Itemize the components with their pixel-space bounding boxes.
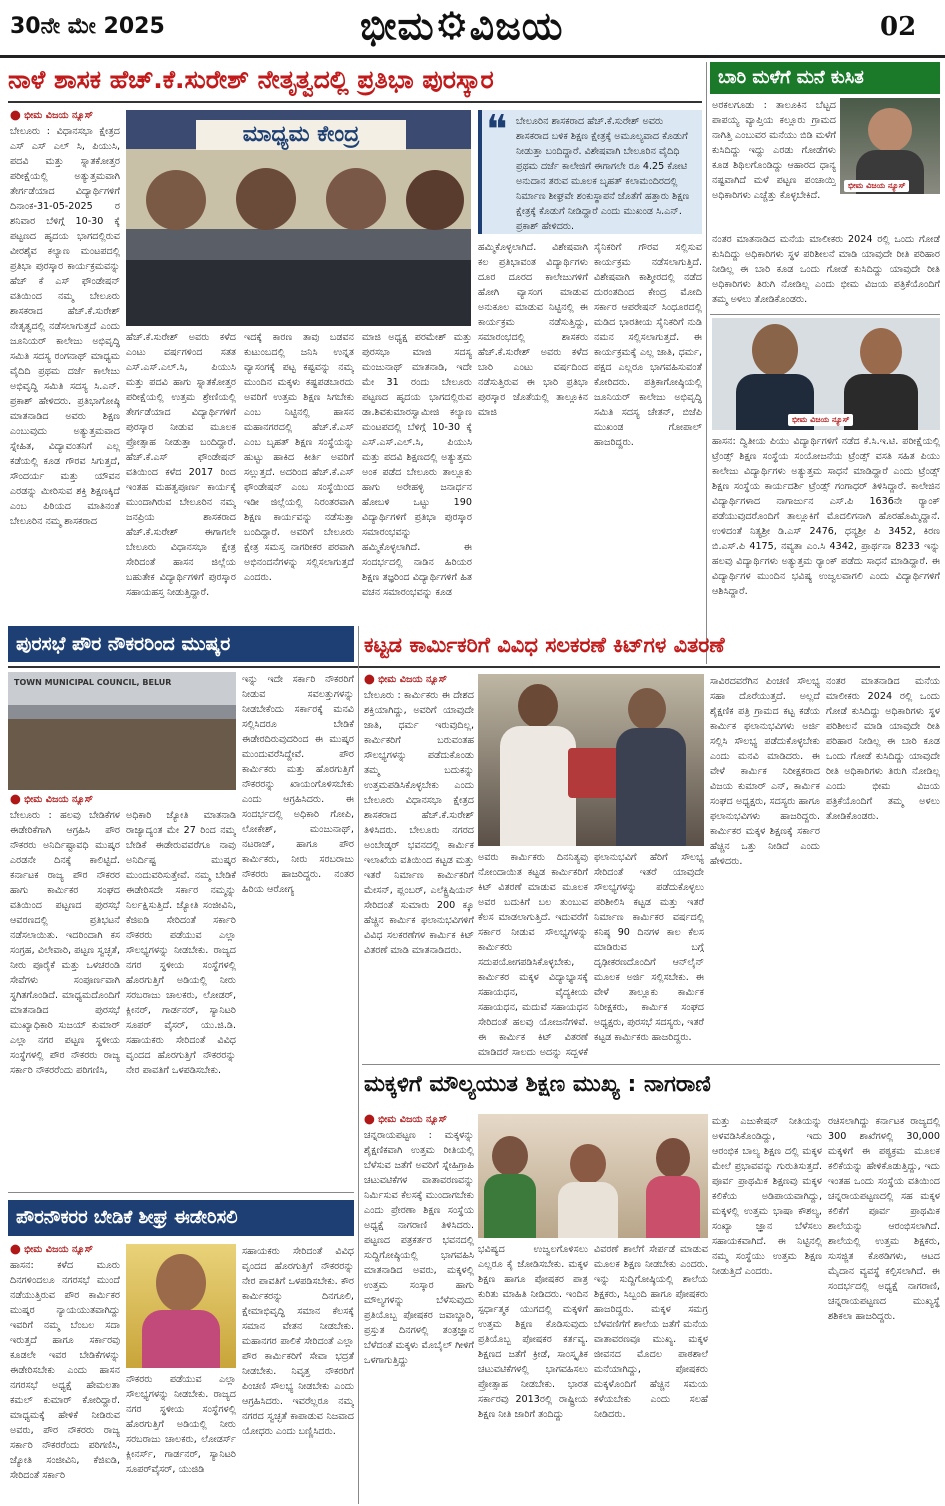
- page-number: 02: [880, 12, 917, 42]
- story2-body-bottom: ನಂತರ ಮಾತನಾಡಿದ ಮನೆಯ ಮಾಲೀಕರು 2024 ರಲ್ಲಿ ಒಂದು ಗೋಡೆ ಕುಸಿದಿದ್ದು ಅಧಿಕಾರಿಗಳು ಸ್ಥಳ ಪರಿಶೀಲನೆ ಮಾಡಿ ಯಾವುದೇ ರೀತಿ ಪರಿಹಾರ ನೀಡಿಲ್ಲ ಈ ಬಾರಿ ಕೂಡ ಒಂದು ಗೋಡೆ ಕುಸಿದಿದ್ದು ಯಾವುದೇ ರೀತಿ ಅಧಿಕಾರಿಗಳು ತಿರುಗಿ ನೋಡಿಲ್ಲ ಎಂದು ಭೀಮ ವಿಜಯ ಪತ್ರಿಕೆಯೊಂದಿಗೆ ತಮ್ಮ ಅಳಲು ತೋಡಿಕೊಂಡರು.: [712, 234, 940, 305]
- story5-col3: ಫಲಾನುಭವಿಗೆ ಹೆರಿಗೆ ಸೌಲಭ್ಯ ಸೇರಿದಂತೆ ಇತರೆ ಯಾವುದೇ ಸೌಲಭ್ಯಗಳನ್ನು ಪಡೆದುಕೊಳ್ಳಲು ಪರಿಶೀಲಿಸಿ ಕಟ್ಟಡ ಮತ್ತು ಇತರೆ ನಿರ್ಮಾಣ ಕಾರ್ಮಿಕರ ವರ್ಷದಲ್ಲಿ ಕನಿಷ್ಠ 90 ದಿನಗಳ ಕಾಲ ಕೆಲಸ ಮಾಡಿರುವ ಬಗ್ಗೆ ದೃಢೀಕರಣದೊಂದಿಗೆ ಆನ್‌ಲೈನ್ ಮೂಲಕ ಅರ್ಜಿ ಸಲ್ಲಿಸಬೇಕು. ಈ ವೇಳೆ ತಾಲ್ಲೂಕು ಕಾರ್ಮಿಕ ನಿರೀಕ್ಷಕರು, ಕಾರ್ಮಿಕ ಸಂಘದ ಅಧ್ಯಕ್ಷರು, ಪುರಸಭೆ ಸದಸ್ಯರು, ಇತರೆ ಕಟ್ಟಡ ಕಾರ್ಮಿಕರು ಹಾಜರಿದ್ದರು.: [594, 852, 704, 1043]
- story1-col3: ಇದಕ್ಕೆ ಕಾರಣ ತಾವು ಬಡವನ ಕುಟುಂಬದಲ್ಲಿ ಜನಿಸಿ ಉನ್ನತ ವ್ಯಾಸಂಗಕ್ಕೆ ಪಟ್ಟ ಕಷ್ಟವನ್ನು ನಮ್ಮ ಮುಂದಿನ ಮಕ್ಕಳು ಕಷ್ಟಪಡಬಾರದು ಅವರಿಗೆ ಉತ್ತಮ ಶಿಕ್ಷಣ ಸಿಗಬೇಕು ಎಂಬ ನಿಟ್ಟಿನಲ್ಲಿ ಹಾಸನ ಮಹಾನಗರದಲ್ಲಿ ಹೆಚ್.ಕೆ.ಎಸ್ ಎಂಬ ಬೃಹತ್ ಶಿಕ್ಷಣ ಸಂಸ್ಥೆಯನ್ನು ಹುಟ್ಟು ಹಾಕಿದ ಕೀರ್ತಿ ಅವರಿಗೆ ಸಲ್ಲುತ್ತದೆ. ಅದರಿಂದ ಹೆಚ್.ಕೆ.ಎಸ್ ಫೌಂಡೇಷನ್ ಎಂಬ ಸಂಸ್ಥೆಯಿಂದ ಇಡೀ ಜಿಲ್ಲೆಯಲ್ಲಿ ನಿರಂತರವಾಗಿ ಶಿಕ್ಷಣ ಕಾರ್ಯವನ್ನು ನಡೆಸುತ್ತಾ ಬಂದಿದ್ದಾರೆ. ಅವರಿಗೆ ಬೇಲೂರು ಕ್ಷೇತ್ರ ಸಮಸ್ತ ನಾಗರೀಕರ ಪರವಾಗಿ ಅಭಿನಂದನೆಗಳನ್ನು ಸಲ್ಲಿಸಲಾಗುತ್ತದೆ ಎಂದರು.: [244, 332, 354, 583]
- story7-col1: ಹಾಸನ: ಕಳೆದ ಮೂರು ದಿನಗಳಿಂದಲೂ ನಗರಸಭೆ ಮುಂದೆ ನಡೆಯುತ್ತಿರುವ ಪೌರ ಕಾರ್ಮಿಕರ ಮುಷ್ಕರ ನ್ಯಾಯಯುತವಾಗಿದ್ದು ಇವರಿಗೆ ನಮ್ಮ ಬೆಂಬಲ ಸದಾ ಇರುತ್ತದೆ ಹಾಗೂ ಸರ್ಕಾರವು ಕೂಡಲೇ ಇವರ ಬೇಡಿಕೆಗಳನ್ನು ಈಡೇರಿಸಬೇಕು ಎಂದು ಹಾಸನ ನಗರಸಭೆ ಅಧ್ಯಕ್ಷೆ ಹೇಮಲತಾ ಕಮಲ್ ಕುಮಾರ್ ಕೋರಿದ್ದಾರೆ. ಮಾಧ್ಯಮಕ್ಕೆ ಹೇಳಿಕೆ ನೀಡಿರುವ ಅವರು, ಪೌರ ನೌಕರರು ರಾಜ್ಯ ಸರ್ಕಾರಿ ನೌಕರರೆಂದು ಪರಿಗಣಿಸಿ, ಜ್ಯೋತಿ ಸಂಜೀವಿನಿ, ಕೆಜಿಐಡಿ, ಸೇರಿದಂತೆ ಸರ್ಕಾರಿ: [10, 1260, 120, 1481]
- person-body: [142, 1310, 220, 1368]
- photo-credit: ಭೀಮ ವಿಜಯ ನ್ಯೂಸ್: [788, 414, 853, 426]
- story2-body-top: ಅರಕಲಗೂಡು : ತಾಲೂಕಿನ ಬೆಟ್ಟದ ಪಾಪಯ್ಯ ವ್ಯಾಪ್ತಿಯ ಕಲ್ಲೂರು ಗ್ರಾಮದ ನಾಗಿತ್ತಿ ಎಂಬುವರ ಮನೆಯು ಬಿಡಿ ಮಳೆಗೆ ಕುಸಿದಿದ್ದು ಇದ್ದು ಎರಡು ಗೋಡೆಗಳು ಕೂಡ ಶಿಥಿಲಗೊಂಡಿದ್ದು ಆಹಾರದ ಧಾನ್ಯ ನಷ್ಟವಾಗಿದೆ ಮಳೆ ಪಟ್ಟಣ ಪಂಚಾಯ್ತಿ ಅಧಿಕಾರಿಗಳು ಎಚ್ಚೆತ್ತು ಕೊಳ್ಳಬೇಕಿದೆ.: [712, 100, 836, 201]
- photo-banner-media-centre: ಮಾಧ್ಯಮ ಕೇಂದ್ರ: [196, 120, 406, 150]
- person-body: [484, 1174, 536, 1238]
- story6-col1: ಚನ್ನರಾಯಪಟ್ಟಣ : ಮಕ್ಕಳನ್ನು ಶೈಕ್ಷಣಿಕವಾಗಿ ಉತ್ತಮ ರೀತಿಯಲ್ಲಿ ಬೆಳೆಸುವ ಜತೆಗೆ ಅವರಿಗೆ ಸ್ನೇಹಿಗ್ರಾಹಿ ಚಟುವಟಿಕೆಗಳ ವಾತಾವರಣವನ್ನು ನಿರ್ಮಿಸುವ ಕೆಲಸಕ್ಕೆ ಮುಂದಾಗಬೇಕು ಎಂದು ಪ್ರೇರಣಾ ಶಿಕ್ಷಣ ಸಂಸ್ಥೆಯ ಅಧ್ಯಕ್ಷೆ ನಾಗರಾಣಿ ತಿಳಿಸಿದರು. ಪಟ್ಟಣದ ಪತ್ರಕರ್ತರ ಭವನದಲ್ಲಿ ಸುದ್ದಿಗೋಷ್ಠಿಯಲ್ಲಿ ಭಾಗವಹಿಸಿ ಮಾತನಾಡಿದ ಅವರು, ಮಕ್ಕಳಲ್ಲಿ ಉತ್ತಮ ಸಂಸ್ಕಾರ ಹಾಗು ಮೌಲ್ಯಗಳನ್ನು ಬೆಳೆಸುವುದು ಪ್ರತಿಯೊಬ್ಬ ಪೋಷಕರ ಜವಾಬ್ದಾರಿ, ಪ್ರಸ್ತುತ ದಿನಗಳಲ್ಲಿ ತಂತ್ರಜ್ಞಾನ ಬೆಳೆದಂತೆ ಮಕ್ಕಳು ಮೊಬೈಲ್ ಗೀಳಿಗೆ ಒಳಗಾಗುತ್ತಿದ್ದು: [364, 1130, 474, 1366]
- column-divider: [706, 62, 707, 664]
- person-figure: [570, 1144, 606, 1184]
- story1-rule: [8, 101, 702, 103]
- person-figure: [236, 168, 296, 230]
- story7-headline: ಪೌರನೌಕರರ ಬೇಡಿಕೆ ಶೀಘ್ರ ಈಡೇರಿಸಲಿ: [8, 1200, 354, 1236]
- person-body: [616, 728, 686, 846]
- story-divider: [710, 314, 940, 315]
- story1-photo: [126, 110, 471, 326]
- story5-col4: ಸಾವಿರದವರೆಗಿನ ಪಿಂಚಣಿ ಸೌಲಭ್ಯ ಸಹಾ ದೊರೆಯುತ್ತದೆ. ಅಲ್ಲದೆ ಶೈಕ್ಷಣಿಕ ಪತ್ರಿ ಗ್ರಾಮದ ಕಟ್ಟ ಕಡೆಯ ಕಾರ್ಮಿಕ ಫಲಾನುಭವಿಗಳು ಅರ್ಜಿ ಸಲ್ಲಿಸಿ ಸೌಲಭ್ಯ ಪಡೆದುಕೊಳ್ಳಬೇಕು ಎಂದು ಮನವಿ ಮಾಡಿದರು. ಈ ವೇಳೆ ಕಾರ್ಮಿಕ ನಿರೀಕ್ಷಕರಾದ ವಿಜಯ ಕುಮಾರ್ ಎನ್, ಕಾರ್ಮಿಕ ಸಂಘದ ಅಧ್ಯಕ್ಷರು, ಸದಸ್ಯರು ಹಾಗೂ ಫಲಾನುಭವಿಗಳು ಹಾಜರಿದ್ದರು. ಕಾರ್ಮಿಕರ ಮಕ್ಕಳ ಶಿಕ್ಷಣಕ್ಕೆ ಸರ್ಕಾರ ಹೆಚ್ಚಿನ ಒತ್ತು ನೀಡಿದೆ ಎಂದು ಹೇಳಿದರು.: [710, 676, 820, 867]
- story4-byline: ⬤ ಭೀಮ ವಿಜಯ ನ್ಯೂಸ್: [10, 794, 93, 805]
- story-divider: [362, 1064, 940, 1065]
- story1-col2: ಹೆಚ್.ಕೆ.ಸುರೇಶ್ ಅವರು ಕಳೆದ ಎಂಟು ವರ್ಷಗಳಿಂದ ಸತತ ಎಸ್.ಎಸ್.ಎಲ್.ಸಿ, ಪಿಯುಸಿ ಮತ್ತು ಪದವಿ ಹಾಗು ಸ್ನಾತಕೋತ್ತರ ಪರೀಕ್ಷೆಯಲ್ಲಿ ಉತ್ತಮ ಶ್ರೇಣಿಯಲ್ಲಿ ತೇರ್ಗಡೆಯಾದ ವಿದ್ಯಾರ್ಥಿಗಳಿಗೆ ಪುರಸ್ಕಾರ ನೀಡುವ ಮೂಲಕ ಪ್ರೋತ್ಸಾಹ ನೀಡುತ್ತಾ ಬಂದಿದ್ದಾರೆ. ಹೆಚ್.ಕೆ.ಎಸ್ ಫೌಂಡೇಷನ್ ವತಿಯಿಂದ ಕಳೆದ 2017 ರಿಂದ ಇಂತಹ ಮಹತ್ವಪೂರ್ಣ ಕಾರ್ಯಕ್ಕೆ ಮುಂದಾಗಿರುವ ಬೇಲೂರಿನ ನಮ್ಮ ಜನಪ್ರಿಯ ಶಾಸಕರಾದ ಹೆಚ್.ಕೆ.ಸುರೇಶ್ ಈಗಾಗಲೇ ಬೇಲೂರು ವಿಧಾನಸಭಾ ಕ್ಷೇತ್ರ ಸೇರಿದಂತೆ ಹಾಸನ ಜಿಲ್ಲೆಯ ಬಹುತೇಕ ವಿದ್ಯಾರ್ಥಿಗಳಿಗೆ ಪುರಸ್ಕಾರ ಸಹಾಯಹಸ್ತ ನೀಡುತ್ತಿದ್ದಾರೆ.: [126, 332, 236, 598]
- story1-col1: ಬೇಲೂರು : ವಿಧಾನಸಭಾ ಕ್ಷೇತ್ರದ ಎಸ್ ಎಸ್ ಎಲ್ ಸಿ, ಪಿಯುಸಿ, ಪದವಿ ಮತ್ತು ಸ್ನಾತಕೋತ್ತರ ಪರೀಕ್ಷೆಯಲ್ಲಿ ಅತ್ಯುತ್ತಮವಾಗಿ ತೇರ್ಗಡೆಯಾದ ವಿದ್ಯಾರ್ಥಿಗಳಿಗೆ ದಿನಾಂಕ-31-05-2025 ರ ಶನಿವಾರ ಬೆಳಿಗ್ಗೆ 10-30 ಕ್ಕೆ ಪಟ್ಟಣದ ಹೃದಯ ಭಾಗದಲ್ಲಿರುವ ವೀರಶೈವ ಕಲ್ಯಾಣ ಮಂಟಪದಲ್ಲಿ ಪ್ರತಿಭಾ ಪುರಸ್ಕಾರ ಕಾರ್ಯಕ್ರಮವನ್ನು ಹೆಚ್ ಕೆ ಎಸ್ ಫೌಂಡೇಷನ್ ವತಿಯಿಂದ ನಮ್ಮ ಬೇಲೂರು ಶಾಸಕರಾದ ಹೆಚ್.ಕೆ.ಸುರೇಶ್ ನೇತೃತ್ವದಲ್ಲಿ ನಡೆಸಲಾಗುತ್ತದೆ ಎಂದು ಜೂನಿಯರ್ ಕಾಲೇಜು ಅಭಿವೃದ್ಧಿ ಸಮಿತಿ ಸದಸ್ಯ ರಂಗನಾಥ್ ಮಾಧ್ಯಮ ವೈದಿದಿ ಪ್ರಥಮ ದರ್ಜೆ ಕಾಲೇಜು ಅಭಿವೃದ್ಧಿ ಸಮಿತಿ ಸದಸ್ಯ ಸಿ.ಎನ್. ಪ್ರಕಾಶ್ ಹೇಳಿದರು. ಪ್ರತಿಭಾಗೋಷ್ಠಿ ಮಾತನಾಡಿದ ಅವರು ಶಿಕ್ಷಣ ಎಂಬುವುದು ಅತ್ಯುತ್ತಮವಾದ ಸ್ನೇಹಿತ, ವಿದ್ಯಾವಂತನಿಗೆ ಎಲ್ಲ ಕಡೆಯಲ್ಲಿ ಕೂಡ ಗೌರವ ಸಿಗುತ್ತದೆ, ಸೌಂದರ್ಯ ಮತ್ತು ಯೌವನ ಎರಡನ್ನು ಮೀರಿಸುವ ಶಕ್ತಿ ಶಿಕ್ಷಣಕ್ಕಿದೆ ಎಂಬ ಪಿಠಿಯದ ಮಾತಿನಂತೆ ಬೇಲೂರಿನ ನಮ್ಮ ಶಾಸಕರಾದ: [10, 126, 120, 527]
- municipal-sign: TOWN MUNICIPAL COUNCIL, BELUR: [14, 678, 172, 687]
- section-rule: [8, 666, 940, 668]
- quote-mark-icon: ❝: [486, 110, 508, 153]
- story2-photo: [840, 98, 940, 194]
- story4-headline: ಪುರಸಭೆ ಪೌರ ನೌಕರರಿಂದ ಮುಷ್ಕರ: [8, 626, 354, 662]
- story4-col1: ಬೇಲೂರು : ಹಲವು ಬೇಡಿಕೆಗಳ ಈಡೇರಿಕೆಗಾಗಿ ಆಗ್ರಹಿಸಿ ಪೌರ ನೌಕರರು ಅನಿರ್ದಿಷ್ಟಾವಧಿ ಮುಷ್ಕರ ಎರಡನೇ ದಿನಕ್ಕೆ ಕಾಲಿಟ್ಟಿದೆ. ಕರ್ನಾಟಕ ರಾಜ್ಯ ಪೌರ ನೌಕರರ ಹಾಗು ಕಾರ್ಮಿಕರ ಸಂಘದ ವತಿಯಿಂದ ಪಟ್ಟಣದ ಪುರಸಭೆ ಆವರಣದಲ್ಲಿ ಪ್ರತಿಭಟನೆ ನಡೆಸಲಾಯಿತು. ಇದರಿಂದಾಗಿ ಕಸ ಸಂಗ್ರಹ, ವಿಲೇವಾರಿ, ಪಟ್ಟಣ ಸ್ವಚ್ಛತೆ, ನೀರು ಪೂರೈಕೆ ಮತ್ತು ಒಳಚರಂಡಿ ಸೇವೆಗಳು ಸಂಪೂರ್ಣವಾಗಿ ಸ್ಥಗಿತಗೊಂಡಿದೆ. ಮಾಧ್ಯಮದೊಂದಿಗೆ ಮಾತನಾಡಿದ ಪುರಸಭೆ ಮುಖ್ಯಾಧಿಕಾರಿ ಸುಜಯ್ ಕುಮಾರ್ ಎಲ್ಲಾ ನಗರ ಪಟ್ಟಣ ಸ್ಥಳೀಯ ಸಂಸ್ಥೆಗಳಲ್ಲಿ ಪೌರ ನೌಕರರು ರಾಜ್ಯ ಸರ್ಕಾರಿ ನೌಕರರೆಂದು ಪರಿಗಣಿಸಿ,: [10, 810, 120, 1076]
- story4-col2: ಅಧಿಕಾರಿ ಜ್ಯೋತಿ ಮಾತನಾಡಿ ರಾಜ್ಯಾದ್ಯಂತ ಮೇ 27 ರಿಂದ ನಮ್ಮ ಬೇಡಿಕೆ ಈಡೇರುವವರೆಗೂ ನಾವು ಅನಿರ್ದಿಷ್ಟ ಮುಷ್ಕರ ಮುಂದುವರಿಸುತ್ತೇವೆ. ನಮ್ಮ ಬೇಡಿಕೆ ಈಡೇರಿಸದೇ ಸರ್ಕಾರ ನಮ್ಮನ್ನು ನಿರ್ಲಕ್ಷಿಸುತ್ತಿದೆ. ಜ್ಯೋತಿ ಸಂಜೀವಿನಿ, ಕೆಜಿಐಡಿ ಸೇರಿದಂತೆ ಸರ್ಕಾರಿ ನೌಕರರು ಪಡೆಯುವ ಎಲ್ಲಾ ಸೌಲಭ್ಯಗಳನ್ನು ನೀಡಬೇಕು. ರಾಜ್ಯದ ನಗರ ಸ್ಥಳೀಯ ಸಂಸ್ಥೆಗಳಲ್ಲಿ ಹೊರಗುತ್ತಿಗೆ ಅಡಿಯಲ್ಲಿ ನೀರು ಸರಬರಾಜು ಚಾಲಕರು, ಲೋಡರ್, ಕ್ಲೀನರ್, ಗಾರ್ಡನರ್, ಸ್ಯಾನಿಟರಿ ಸೂಪರ್ ವೈಸರ್, ಯು.ಜಿ.ಡಿ. ಸಹಾಯಕರು ಸೇರಿದಂತೆ ವಿವಿಧ ವೃಂದದ ಹೊರಗುತ್ತಿಗೆ ನೌಕರರನ್ನು ನೇರ ಪಾವತಿಗೆ ಒಳಪಡಿಸಬೇಕು.: [126, 810, 236, 1076]
- story5-headline: ಕಟ್ಟಡ ಕಾರ್ಮಿಕರಿಗೆ ವಿವಿಧ ಸಲಕರಣೆ ಕಿಟ್‌ಗಳ ವಿತರಣೆ: [364, 633, 725, 657]
- person-figure: [406, 170, 464, 230]
- story7-photo: [126, 1244, 236, 1368]
- column-divider: [358, 626, 359, 1504]
- story6-col2: ಭವಿಷ್ಯದ ಉಜ್ವಲಗೊಳಿಸಲು ಎಲ್ಲರೂ ಕೈ ಜೋಡಿಸಬೇಕು. ಮಕ್ಕಳ ಶಿಕ್ಷಣ ಹಾಗೂ ಪೋಷಕರ ಪಾತ್ರ ಕುರಿತು ಮಾಹಿತಿ ನೀಡಿದರು. ಇಂದಿನ ಸ್ಪರ್ಧಾತ್ಮಕ ಯುಗದಲ್ಲಿ ಮಕ್ಕಳಿಗೆ ಉತ್ತಮ ಶಿಕ್ಷಣ ಕೊಡಿಸುವುದು ಪ್ರತಿಯೊಬ್ಬ ಪೋಷಕರ ಕರ್ತವ್ಯ. ಶಿಕ್ಷಣದ ಜತೆಗೆ ಕ್ರೀಡೆ, ಸಾಂಸ್ಕೃತಿಕ ಚಟುವಟಿಕೆಗಳಲ್ಲಿ ಭಾಗವಹಿಸಲು ಪ್ರೋತ್ಸಾಹ ನೀಡಬೇಕು. ಭಾರತ ಸರ್ಕಾರವು 2013ರಲ್ಲಿ ರಾಷ್ಟ್ರೀಯ ಶಿಕ್ಷಣ ನೀತಿ ಜಾರಿಗೆ ತಂದಿದ್ದು: [478, 1244, 588, 1420]
- story3-body: ಹಾಸನ: ದ್ವಿತೀಯ ಪಿಯು ವಿದ್ಯಾರ್ಥಿಗಳಿಗೆ ನಡೆದ ಕೆ.ಸಿ.ಇ.ಟಿ. ಪರೀಕ್ಷೆಯಲ್ಲಿ ಟ್ರೆಂಡ್ಸ್ ಶಿಕ್ಷಣ ಸಂಸ್ಥೆಯ ಸಂಯೋಜನೆಯ ಟ್ರೆಂಡ್ಸ್ ವಸತಿ ಸಹಿತ ಪಿಯು ಕಾಲೇಜು ವಿದ್ಯಾರ್ಥಿಗಳು ಅತ್ಯುತ್ತಮ ಸಾಧನೆ ಮಾಡಿದ್ದಾರೆ ಎಂದು ಟ್ರೆಂಡ್ಸ್ ಶಿಕ್ಷಣ ಸಂಸ್ಥೆಯ ಕಾರ್ಯದರ್ಶಿ ಟ್ರೆಂಡ್ಸ್ ಗಂಗಾಧರ್ ತಿಳಿಸಿದ್ದಾರೆ. ಕಾಲೇಜಿನ ವಿದ್ಯಾರ್ಥಿಗಳಾದ ನಾಗಾರ್ಜುನ ಎಸ್.ಪಿ 1636ನೇ ರ್‍ಯಾಂಕ್ ಪಡೆಯುವುದರೊಂದಿಗೆ ತಾಲ್ಲೂಕಿಗೆ ಮೊದಲಿಗನಾಗಿ ಹೊರಹೊಮ್ಮಿದ್ದಾನೆ. ಉಳಿದಂತೆ ನಿತ್ಯಶ್ರೀ ಡಿ.ಎಸ್ 2476, ಧನ್ಯಶ್ರೀ ಪಿ 3452, ಕಿರಣ ಬಿ.ಎಸ್.ಪಿ 4175, ನವ್ಯತಾ ಎಂ.ಸಿ 4342, ಪ್ರಾರ್ಥನಾ 8233 ಇನ್ನು ಹಲವು ವಿದ್ಯಾರ್ಥಿಗಳು ಅತ್ಯುತ್ತಮ ರ್‍ಯಾಂಕ್ ಪಡೆದು ಸಾಧನೆ ಮಾಡಿದ್ದಾರೆ. ಈ ವಿದ್ಯಾರ್ಥಿಗಳ ಮುಂದಿನ ಭವಿಷ್ಯ ಉಜ್ವಲವಾಗಲಿ ಎಂದು ವಿದ್ಯಾರ್ಥಿಗಳಿಗೆ ಆಶಿಸಿದ್ದಾರೆ.: [712, 436, 940, 597]
- student-figure: [860, 328, 902, 376]
- story5-photo: [478, 674, 704, 846]
- person-body: [500, 726, 576, 846]
- story3-photo: [712, 318, 940, 430]
- person-body: [646, 1176, 700, 1238]
- story1-col5: ಹಮ್ಮಿಕೊಳ್ಳಲಾಗಿದೆ. ವಿಶೇಷವಾಗಿ ಕಲ ಪ್ರತಿಭಾವಂತ ವಿದ್ಯಾರ್ಥಿಗಳು ದೂರ ದೂರದ ಕಾಲೇಜುಗಳಿಗೆ ಹೋಗಿ ವ್ಯಾಸಂಗ ಮಾಡುವ ಅನುಕೂಲ ಮಾಡುವ ನಿಟ್ಟಿನಲ್ಲಿ ಈ ಕಾರ್ಯಕ್ರಮ ನಡೆಸುತ್ತಿದ್ದು, ಸಮಾರಂಭದಲ್ಲಿ ಶಾಸಕರು ಹೆಚ್.ಕೆ.ಸುರೇಶ್ ಅವರು ಕಳೆದ ಬಾರಿ ಎಂಟು ವರ್ಷದಿಂದ ನಡೆಸುತ್ತಿರುವ ಈ ಭಾರಿ ಪ್ರತಿಭಾ ಪುರಸ್ಕಾರ ಜೊತೆಯಲ್ಲಿ ತಾಲ್ಲೂಕಿನ ಮಾಜಿ: [478, 242, 588, 418]
- story7-col2: ನೌಕರರು ಪಡೆಯುವ ಎಲ್ಲಾ ಸೌಲಭ್ಯಗಳನ್ನು ನೀಡಬೇಕು. ರಾಜ್ಯದ ನಗರ ಸ್ಥಳೀಯ ಸಂಸ್ಥೆಗಳಲ್ಲಿ ಹೊರಗುತ್ತಿಗೆ ಅಡಿಯಲ್ಲಿ ನೀರು ಸರಬರಾಜು ಚಾಲಕರು, ಲೋಡರ್ಸ್ ಕ್ಲೀನರ್ಸ್, ಗಾರ್ಡನರ್, ಸ್ಯಾನಿಟರಿ ಸೂಪರ್‌ವೈಸರ್, ಯುಜಿಡಿ: [126, 1374, 236, 1475]
- story7-col3: ಸಹಾಯಕರು ಸೇರಿದಂತೆ ವಿವಿಧ ವೃಂದದ ಹೊರಗುತ್ತಿಗೆ ನೌಕರರನ್ನು ನೇರ ಪಾವತಿಗೆ ಒಳಪಡಿಸಬೇಕು. ಕೌರ ಕಾರ್ಮಿಕರನ್ನು ದಿನಗೂಲಿ, ಕ್ಷೇಮಾಭಿವೃದ್ಧಿ ಸಮಾನ ಕೆಲಸಕ್ಕೆ ಸಮಾನ ವೇತನ ನೀಡಬೇಕು. ಮಹಾನಗರ ಪಾಲಿಕೆ ಸೇರಿದಂತೆ ಎಲ್ಲಾ ಪೌರ ಕಾರ್ಮಿಕರಿಗೆ ಸೇವಾ ಭದ್ರತೆ ನೀಡಬೇಕು. ನಿವೃತ್ತ ನೌಕರರಿಗೆ ಪಿಂಚಣಿ ಸೌಲಭ್ಯ ನೀಡಬೇಕು ಎಂದು ಆಗ್ರಹಿಸಿದರು. ಇವರೆಲ್ಲರೂ ನಮ್ಮ ನಗರದ ಸ್ವಚ್ಛತೆ ಕಾಪಾಡುವ ನಿಜವಾದ ಯೋಧರು ಎಂದು ಬಣ್ಣಿಸಿದರು.: [242, 1246, 354, 1437]
- story5-col2: ಅವರು ಕಾರ್ಮಿಕರು ದಿನನಿತ್ಯವು ನೋಂದಾಯಿತ ಕಟ್ಟಡ ಕಾರ್ಮಿಕರಿಗೆ ಕಿಟ್ ವಿತರಣೆ ಮಾಡುವ ಮೂಲಕ ಅವರ ಬದುಕಿಗೆ ಬಲ ತುಂಬುವ ಕೆಲಸ ಮಾಡಲಾಗುತ್ತಿದೆ. ಇದುವರೆಗೆ ಸರ್ಕಾರ ನೀಡುವ ಸೌಲಭ್ಯಗಳನ್ನು ಕಾರ್ಮಿಕರು ಸದುಪಯೋಗಪಡಿಸಿಕೊಳ್ಳಬೇಕು, ಕಾರ್ಮಿಕರ ಮಕ್ಕಳ ವಿದ್ಯಾಭ್ಯಾಸಕ್ಕೆ ಸಹಾಯಧನ, ವೈದ್ಯಕೀಯ ಸಹಾಯಧನ, ಮದುವೆ ಸಹಾಯಧನ ಸೇರಿದಂತೆ ಹಲವು ಯೋಜನೆಗಳಿವೆ. ಈ ಕಾರ್ಮಿಕ ಕಿಟ್ ವಿತರಣೆ ಮಾಡಿದರೆ ಸಾಲದು ಅದನ್ನು ಸದ್ಬಳಕೆ: [478, 852, 588, 1058]
- masthead: [0, 0, 945, 58]
- story2-headline: ಬಾರಿ ಮಳೆಗೆ ಮನೆ ಕುಸಿತ: [710, 62, 940, 94]
- story1-pullquote: [478, 110, 702, 234]
- story5-col4b: ನಂತರ ಮಾತನಾಡಿದ ಮನೆಯ ಮಾಲೀಕರು 2024 ರಲ್ಲಿ ಒಂದು ಗೋಡೆ ಕುಸಿದಿದ್ದು ಅಧಿಕಾರಿಗಳು ಸ್ಥಳ ಪರಿಶೀಲನೆ ಮಾಡಿ ಯಾವುದೇ ರೀತಿ ಪರಿಹಾರ ನೀಡಿಲ್ಲ ಈ ಬಾರಿ ಕೂಡ ಒಂದು ಗೋಡೆ ಕುಸಿದಿದ್ದು ಯಾವುದೇ ರೀತಿ ಅಧಿಕಾರಿಗಳು ತಿರುಗಿ ನೋಡಿಲ್ಲ ಎಂದು ಭೀಮ ವಿಜಯ ಪತ್ರಿಕೆಯೊಂದಿಗೆ ತಮ್ಮ ಅಳಲು ತೋಡಿಕೊಂಡರು.: [826, 676, 940, 822]
- pullquote-text: ಬೇಲೂರಿನ ಶಾಸಕರಾದ ಹೆಚ್.ಕೆ.ಸುರೇಶ್ ಅವರು ಶಾಸಕರಾದ ಬಳಿಕ ಶಿಕ್ಷಣ ಕ್ಷೇತ್ರಕ್ಕೆ ಅಮೂಲ್ಯವಾದ ಕೊಡುಗೆ ನೀಡುತ್ತಾ ಬಂದಿದ್ದಾರೆ. ವಿಶೇಷವಾಗಿ ಬೇಲೂರಿನ ವೈದಿಧಿ ಪ್ರಥಮ ದರ್ಜೆ ಕಾಲೇಜಿಗೆ ಈಗಾಗಲೇ ರೂ 4.25 ಕೋಟಿ ಅನುದಾನ ತರುವ ಮೂಲಕ ಬೃಹತ್ ಕಲಾಮಂದಿರದಲ್ಲಿ ನಿರ್ಮಾಣ ಶೀಘ್ರವೇ ಶಂಕುಸ್ಥಾಪನೆ ಜೊತೆಗೆ ಹತ್ತಾರು ಶಿಕ್ಷಣ ಕ್ಷೇತ್ರಕ್ಕೆ ಕೊಡುಗೆ ನೀಡಿದ್ದಾರೆ ಎಂದು ಮುಖಂಡ ಸಿ.ಎನ್. ಪ್ರಕಾಶ್ ಹೇಳಿದರು.: [516, 116, 690, 232]
- story6-photo: [478, 1114, 708, 1238]
- person-figure: [326, 168, 386, 230]
- person-figure: [156, 1254, 206, 1312]
- story4-col3: ಇನ್ನು ಇದೇ ಸರ್ಕಾರಿ ನೌಕರರಿಗೆ ನೀಡುವ ಸವಲತ್ತುಗಳನ್ನು ನೀಡಬೇಕೆಂದು ಸರ್ಕಾರಕ್ಕೆ ಮನವಿ ಸಲ್ಲಿಸಿದರೂ ಬೇಡಿಕೆ ಈಡೇರದಿರುವುದರಿಂದ ಈ ಮುಷ್ಕರ ಮುಂದುವರೆಸಿದ್ದೇವೆ. ಪೌರ ಕಾರ್ಮಿಕರು ಮತ್ತು ಹೊರಗುತ್ತಿಗೆ ನೌಕರರನ್ನು ಖಾಯಂಗೊಳಿಸಬೇಕು ಎಂದು ಆಗ್ರಹಿಸಿದರು. ಈ ಸಂದರ್ಭದಲ್ಲಿ ಅಧಿಕಾರಿ ಗೋಪಿ, ಲೋಕೇಶ್, ಮಂಜುನಾಥ್, ನಟರಾಜ್, ಹಾಗೂ ಪೌರ ಕಾರ್ಮಿಕರು, ನೀರು ಸರಬರಾಜು ನೌಕರರು ಹಾಜರಿದ್ದರು. ನಂತರ ಹಿರಿಯ ಆರೋಗ್ಯ: [242, 674, 354, 895]
- story7-byline: ⬤ ಭೀಮ ವಿಜಯ ನ್ಯೂಸ್: [10, 1244, 93, 1255]
- story1-col6: ಸೈನಿಕರಿಗೆ ಗೌರವ ಸಲ್ಲಿಸುವ ಕಾರ್ಯಕ್ರಮ ನಡೆಸಲಾಗುತ್ತಿದೆ. ವಿಶೇಷವಾಗಿ ಕಾಶ್ಮೀರದಲ್ಲಿ ನಡೆದ ದುರಂತದಿಂದ ಕೇಂದ್ರ ಮೋದಿ ಸರ್ಕಾರ ಆಪರೇಷನ್ ಸಿಂಧೂರದಲ್ಲಿ ಮಡಿದ ಭಾರತೀಯ ಸೈನಿಕರಿಗೆ ನುಡಿ ನಮನ ಸಲ್ಲಿಸಲಾಗುತ್ತದೆ. ಈ ಕಾರ್ಯಕ್ರಮಕ್ಕೆ ಎಲ್ಲ ಜಾತಿ, ಧರ್ಮ, ಪಕ್ಷದ ಎಲ್ಲರೂ ಭಾಗವಹಿಸುವಂತೆ ಕೋರಿದರು. ಪತ್ರಿಕಾಗೋಷ್ಠಿಯಲ್ಲಿ ಜೂನಿಯರ್ ಕಾಲೇಜು ಅಭಿವೃದ್ಧಿ ಸಮಿತಿ ಸದಸ್ಯ ಚೇತನ್, ಬಿಜೆಪಿ ಮುಖಂಡ ಗೋಪಾಲ್ ಹಾಜರಿದ್ದರು.: [594, 242, 702, 448]
- person-figure: [628, 688, 666, 730]
- person-body: [558, 1182, 618, 1238]
- student-body: [844, 374, 918, 430]
- story6-col4: ಮತ್ತು ಎಜುಕೇಷನ್ ನೀತಿಯನ್ನು ಅಳವಡಿಸಿಕೊಂಡಿದ್ದು, ಇದು ಆರಂಭಿಕ ಬಾಲ್ಯ ಶಿಕ್ಷಣ ದಲ್ಲಿ ಮಕ್ಕಳ ಮೇಲೆ ಪ್ರಭಾವವನ್ನು ಗುರುತಿಸುತ್ತದೆ. ಪೂರ್ವ ಪ್ರಾಥಮಿಕ ಶಿಕ್ಷಣವು ಮಕ್ಕಳ ಕಲಿಕೆಯ ಅಡಿಪಾಯವಾಗಿದ್ದು, ಮಕ್ಕಳಲ್ಲಿ ಉತ್ತಮ ಭಾಷಾ ಕೌಶಲ್ಯ, ಸಂಖ್ಯಾ ಜ್ಞಾನ ಬೆಳೆಸಲು ಸಹಾಯಕವಾಗಿದೆ. ಈ ನಿಟ್ಟಿನಲ್ಲಿ ನಮ್ಮ ಸಂಸ್ಥೆಯು ಉತ್ತಮ ಶಿಕ್ಷಣ ನೀಡುತ್ತಿದೆ ಎಂದರು.: [712, 1116, 822, 1277]
- story-divider: [8, 1192, 354, 1193]
- newspaper-logo: ಭೀಮ⚙ವಿಜಯ: [360, 4, 564, 48]
- story1-col4: ಮಾಜಿ ಅಧ್ಯಕ್ಷ ಪರಮೇಶ್ ಮತ್ತು ಪುರಸಭಾ ಮಾಜಿ ಸದಸ್ಯ ಮಂಜುನಾಥ್ ಮಾತನಾಡಿ, ಇದೇ ಮೇ 31 ರಂದು ಬೇಲೂರು ಪಟ್ಟಣದ ಹೃದಯ ಭಾಗದಲ್ಲಿರುವ ಡಾ.ಶಿವಕುಮಾರಸ್ವಾಮೀಜಿ ಕಲ್ಯಾಣ ಮಂಟಪದಲ್ಲಿ ಬೆಳಿಗ್ಗೆ 10-30 ಕ್ಕೆ ಎಸ್.ಎಸ್.ಎಲ್.ಸಿ, ಪಿಯುಸಿ ಮತ್ತು ಪದವಿ ಶಿಕ್ಷಣದಲ್ಲಿ ಅತ್ಯುತ್ತಮ ಅಂಕ ಪಡೆದ ಬೇಲೂರು ತಾಲ್ಲೂಕು ಹಾಗು ಅರೇಹಳ್ಳಿ ಜನಾರ್ಧನ ಹೋಬಳಿ ಒಟ್ಟು 190 ವಿದ್ಯಾರ್ಥಿಗಳಿಗೆ ಪ್ರತಿಭಾ ಪುರಸ್ಕಾರ ಸಮಾರಂಭವನ್ನು ಹಮ್ಮಿಕೊಳ್ಳಲಾಗಿದೆ. ಈ ಸಂದರ್ಭದಲ್ಲಿ ನಾಡಿನ ಹಿರಿಯರ ಶಿಕ್ಷಣ ತಜ್ಞರಿಂದ ವಿದ್ಯಾರ್ಥಿಗಳಿಗೆ ಹಿತ ವಚನ ಸಮಾರಂಭವನ್ನು ಕೂಡ: [362, 332, 472, 598]
- press-table: [126, 260, 471, 326]
- story5-byline: ⬤ ಭೀಮ ವಿಜಯ ನ್ಯೂಸ್: [364, 674, 447, 685]
- story1-byline: ⬤ ಭೀಮ ವಿಜಯ ನ್ಯೂಸ್: [10, 110, 93, 121]
- story6-byline: ⬤ ಭೀಮ ವಿಜಯ ನ್ಯೂಸ್: [364, 1114, 447, 1125]
- story4-photo: [8, 672, 236, 790]
- person-figure: [868, 108, 912, 152]
- person-figure: [492, 1136, 528, 1176]
- story1-headline: ನಾಳೆ ಶಾಸಕ ಹೆಚ್.ಕೆ.ಸುರೇಶ್ ನೇತೃತ್ವದಲ್ಲಿ ಪ್ರತಿಭಾ ಪುರಸ್ಕಾರ: [8, 65, 494, 94]
- story6-col5: ರಚಿಸಲಾಗಿದ್ದು ಕರ್ನಾಟಕ ರಾಜ್ಯದಲ್ಲಿ 300 ಶಾಖೆಗಳಲ್ಲಿ 30,000 ಮಕ್ಕಳಿಗೆ ಈ ಪಠ್ಯಕ್ರಮ ಮೂಲಕ ಕಲಿಕೆಯನ್ನು ಹೇಳಿಕೊಡುತ್ತಿದ್ದು, ಇದು ಇಂತಹ ಒಂದು ಸಂಸ್ಥೆಯ ವತಿಯಿಂದ ಚನ್ನರಾಯಪಟ್ಟಣದಲ್ಲಿ ಸಹ ಮಕ್ಕಳ ಕಲಿಕೆಗೆ ಪೂರ್ವ ಪ್ರಾಥಮಿಕ ಶಾಲೆಯನ್ನು ಆರಂಭಿಸಲಾಗಿದೆ. ಶಾಲೆಯಲ್ಲಿ ಉತ್ತಮ ಶಿಕ್ಷಕರು, ಸುಸಜ್ಜಿತ ಕೊಠಡಿಗಳು, ಆಟದ ಮೈದಾನ ವ್ಯವಸ್ಥೆ ಕಲ್ಪಿಸಲಾಗಿದೆ. ಈ ಸಂದರ್ಭದಲ್ಲಿ ಅಧ್ಯಕ್ಷೆ ನಾಗರಾಣಿ, ಚನ್ನರಾಯಪಟ್ಟಣದ ಮುಖ್ಯಸ್ಥೆ ಶಶಿಕಲಾ ಹಾಜರಿದ್ದರು.: [828, 1116, 940, 1322]
- person-figure: [146, 170, 206, 230]
- person-figure: [656, 1138, 690, 1178]
- student-figure: [752, 324, 798, 376]
- story6-col3: ವಿವರಣೆ ಶಾಲೆಗೆ ಸೇರ್ಪಡೆ ಮಾಡುವ ಮೂಲಕ ಶಿಕ್ಷಣ ನೀಡಬೇಕು ಎಂದರು. ಇನ್ನು ಸುದ್ದಿಗೋಷ್ಠಿಯಲ್ಲಿ ಶಾಲೆಯ ಶಿಕ್ಷಕರು, ಸಿಬ್ಬಂದಿ ಹಾಗೂ ಪೋಷಕರು ಹಾಜರಿದ್ದರು. ಮಕ್ಕಳ ಸಮಗ್ರ ಬೆಳವಣಿಗೆಗೆ ಶಾಲೆಯ ಜತೆಗೆ ಮನೆಯ ವಾತಾವರಣವೂ ಮುಖ್ಯ. ಮಕ್ಕಳ ಜೀವನದ ಮೊದಲ ಪಾಠಶಾಲೆ ಮನೆಯಾಗಿದ್ದು, ಪೋಷಕರು ಮಕ್ಕಳೊಂದಿಗೆ ಹೆಚ್ಚಿನ ಸಮಯ ಕಳೆಯಬೇಕು ಎಂದು ಸಲಹೆ ನೀಡಿದರು.: [594, 1244, 708, 1420]
- issue-date: 30ನೇ ಮೇ 2025: [10, 14, 165, 39]
- story6-headline: ಮಕ್ಕಳಿಗೆ ಮೌಲ್ಯಯುತ ಶಿಕ್ಷಣ ಮುಖ್ಯ : ನಾಗರಾಣಿ: [364, 1072, 711, 1097]
- story5-col1: ಬೇಲೂರು : ಕಾರ್ಮಿಕರು ಈ ದೇಶದ ಶಕ್ತಿಯಾಗಿದ್ದು, ಅವರಿಗೆ ಯಾವುದೇ ಜಾತಿ, ಧರ್ಮ ಇರುವುದಿಲ್ಲ, ಕಾರ್ಮಿಕರಿಗೆ ಬರುವಂತಹ ಸೌಲಭ್ಯಗಳನ್ನು ಪಡೆದುಕೊಂಡು ತಮ್ಮ ಬದುಕನ್ನು ಉತ್ತಮಪಡಿಸಿಕೊಳ್ಳಬೇಕು ಎಂದು ಬೇಲೂರು ವಿಧಾನಸಭಾ ಕ್ಷೇತ್ರದ ಶಾಸಕರಾದ ಹೆಚ್.ಕೆ.ಸುರೇಶ್ ತಿಳಿಸಿದರು. ಬೇಲೂರು ನಗರದ ಅಂಬೇಡ್ಕರ್ ಭವನದಲ್ಲಿ ಕಾರ್ಮಿಕ ಇಲಾಖೆಯ ವತಿಯಿಂದ ಕಟ್ಟಡ ಮತ್ತು ಇತರೆ ನಿರ್ಮಾಣ ಕಾರ್ಮಿಕರಿಗೆ ಮೇಸನ್, ಪ್ಲಂಬರ್, ಎಲೆಕ್ಟ್ರಿಷಿಯನ್ ಸೇರಿದಂತೆ ಸುಮಾರು 200 ಕ್ಕೂ ಹೆಚ್ಚಿನ ಕಾರ್ಮಿಕ ಫಲಾನುಭವಿಗಳಿಗೆ ವಿವಿಧ ಸಲಕರಣೆಗಳ ಕಾರ್ಮಿಕ ಕಿಟ್ ವಿತರಣೆ ಮಾಡಿ ಮಾತನಾಡಿದರು.: [364, 690, 474, 956]
- photo-credit: ಭೀಮ ವಿಜಯ ನ್ಯೂಸ್: [844, 180, 909, 192]
- person-figure: [518, 684, 558, 728]
